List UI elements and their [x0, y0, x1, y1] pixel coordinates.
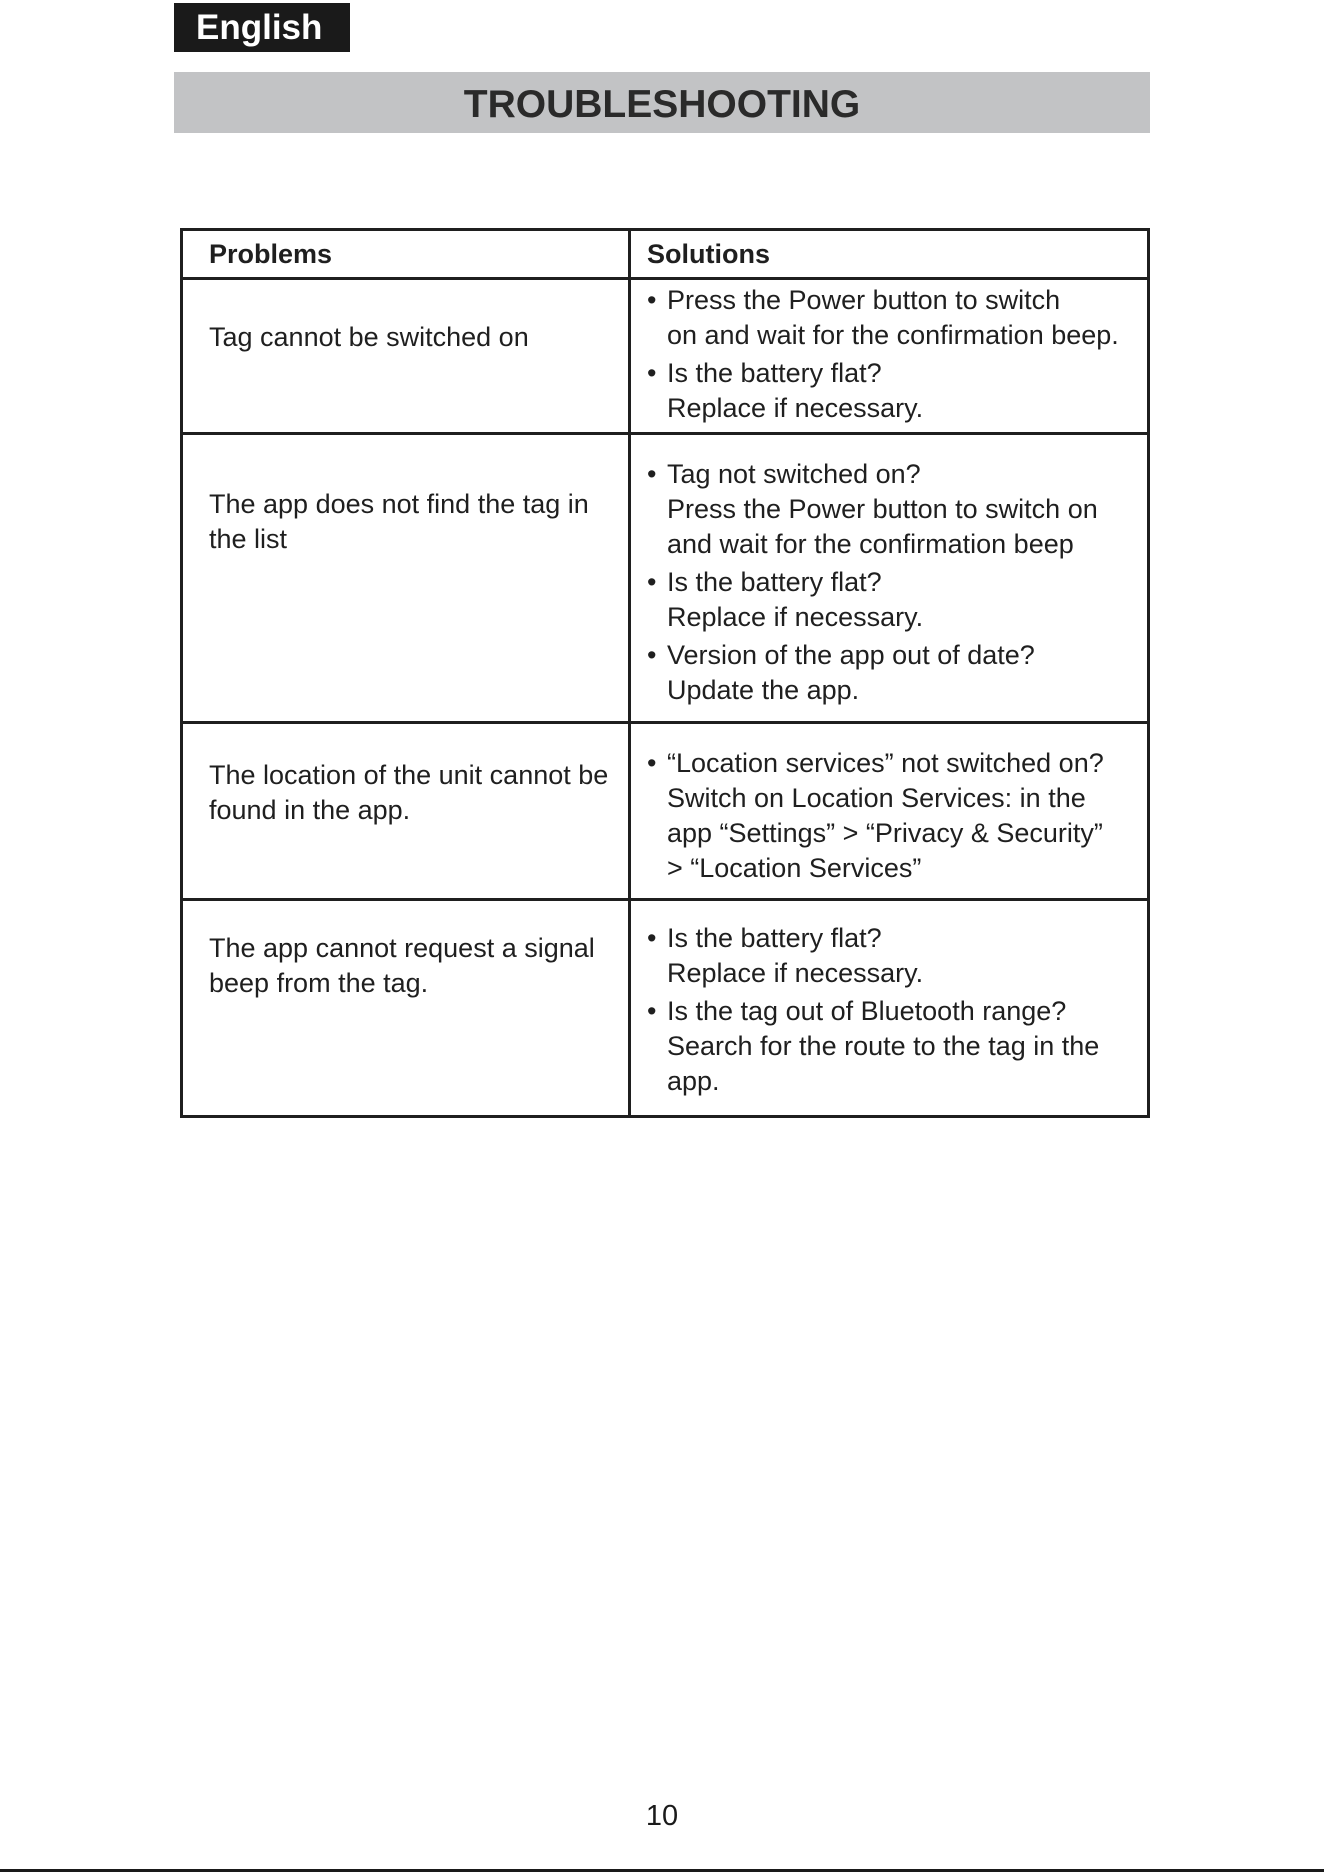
solution-line: and wait for the confirmation beep	[667, 529, 1074, 559]
table-row	[182, 434, 1149, 723]
solution-item	[647, 746, 1147, 886]
solution-cell	[630, 279, 1149, 434]
bullet-icon: •	[647, 748, 657, 778]
solution-line: Replace if necessary.	[667, 602, 924, 632]
problem-text: The location of the unit cannot be found in the app.	[209, 760, 609, 825]
troubleshooting-table	[180, 228, 1150, 1118]
problems-header: Problems	[182, 230, 630, 279]
solution-line: Search for the route to the tag in the	[667, 1031, 1100, 1061]
solution-item	[647, 921, 1147, 991]
problem-cell	[182, 279, 630, 434]
solution-line: Is the tag out of Bluetooth range?	[667, 996, 1067, 1026]
solution-line: Update the app.	[667, 675, 860, 705]
solution-line: app “Settings” > “Privacy & Security”	[667, 818, 1103, 848]
table-header-row	[182, 230, 1149, 279]
solution-cell	[630, 434, 1149, 723]
bullet-icon: •	[647, 996, 657, 1026]
problem-text: Tag cannot be switched on	[209, 322, 529, 352]
solution-item	[647, 565, 1147, 635]
solution-line: Is the battery flat?	[667, 567, 882, 597]
problem-text: The app does not find the tag in the list	[209, 489, 589, 554]
solution-line: Replace if necessary.	[667, 958, 924, 988]
table-row	[182, 900, 1149, 1117]
problem-text: The app cannot request a signal beep from the tag.	[209, 933, 595, 998]
solution-line: app.	[667, 1066, 720, 1096]
table-row	[182, 723, 1149, 900]
bullet-icon: •	[647, 459, 657, 489]
solution-line: Switch on Location Services: in the	[667, 783, 1086, 813]
solution-line: Version of the app out of date?	[667, 640, 1035, 670]
bullet-icon: •	[647, 923, 657, 953]
solution-item	[647, 638, 1147, 708]
solution-item	[647, 994, 1147, 1099]
solution-cell	[630, 900, 1149, 1117]
problem-cell	[182, 723, 630, 900]
solution-item	[647, 457, 1147, 562]
solution-line: Is the battery flat?	[667, 923, 882, 953]
solution-line: Press the Power button to switch	[667, 285, 1061, 315]
problem-cell	[182, 434, 630, 723]
bullet-icon: •	[647, 358, 657, 388]
solution-line: Tag not switched on?	[667, 459, 921, 489]
solution-line: Replace if necessary.	[667, 393, 924, 423]
bullet-icon: •	[647, 285, 657, 315]
problem-cell	[182, 900, 630, 1117]
solution-line: “Location services” not switched on?	[667, 748, 1104, 778]
solution-item	[647, 283, 1147, 353]
solution-line: Is the battery flat?	[667, 358, 882, 388]
solution-cell	[630, 723, 1149, 900]
solution-line: Press the Power button to switch on	[667, 494, 1098, 524]
solutions-header: Solutions	[630, 230, 1149, 279]
solution-line: on and wait for the confirmation beep.	[667, 320, 1119, 350]
table-row	[182, 279, 1149, 434]
page-number: 10	[645, 1800, 679, 1832]
solution-line: > “Location Services”	[667, 853, 922, 883]
bullet-icon: •	[647, 567, 657, 597]
page-title: TROUBLESHOOTING	[174, 72, 1150, 133]
bullet-icon: •	[647, 640, 657, 670]
language-tab: English	[174, 3, 350, 52]
solution-item	[647, 356, 1147, 426]
